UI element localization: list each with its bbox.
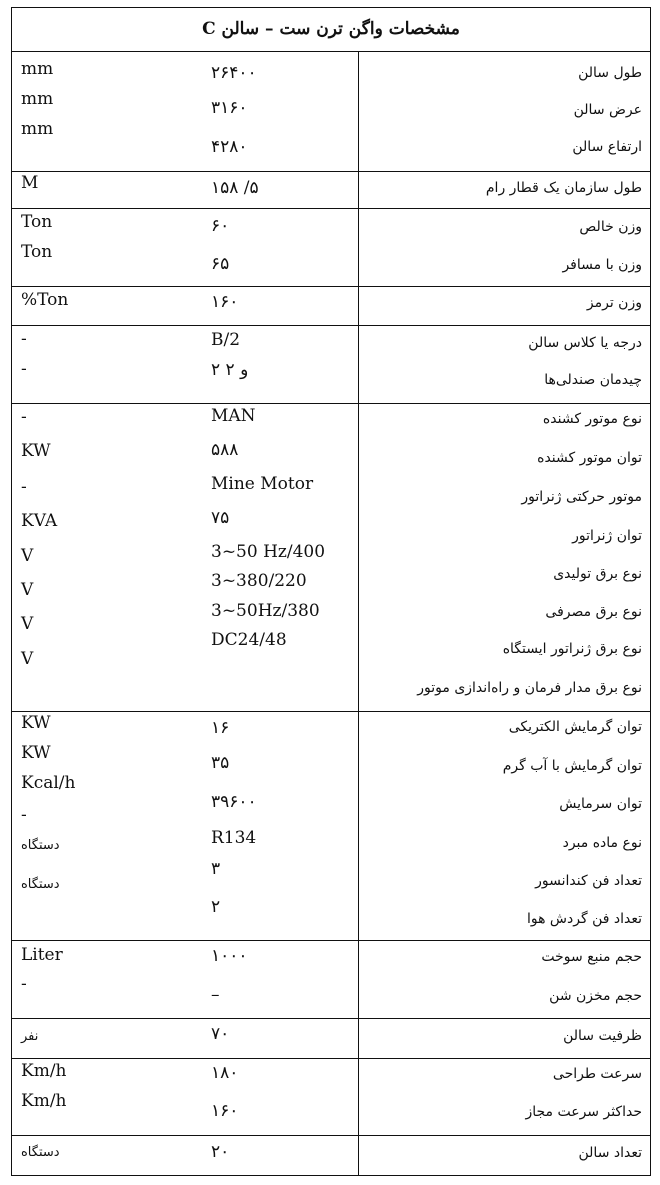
spec-unit: mm [21, 119, 54, 139]
spec-label: نوع برق ژنراتور ایستگاه [502, 641, 642, 657]
spec-value: ۲ و ۲ [211, 360, 249, 380]
spec-label: چیدمان صندلی‌ها [544, 372, 642, 388]
spec-unit: KW [21, 441, 51, 461]
spec-unit: V [21, 580, 34, 600]
spec-value: ۳ [211, 859, 221, 879]
spec-unit: Kcal/h [21, 773, 76, 793]
spec-unit: - [21, 329, 27, 349]
spec-value: ۲ [211, 897, 221, 917]
spec-label: تعداد سالن [578, 1145, 642, 1161]
spec-label: توان ژنراتور [572, 528, 642, 544]
spec-unit: Km/h [21, 1061, 67, 1081]
spec-unit: V [21, 546, 34, 566]
spec-unit: KW [21, 743, 51, 763]
spec-value: ۱۶۰ [211, 292, 239, 312]
spec-unit: دستگاه [21, 838, 60, 853]
divider [12, 940, 650, 941]
spec-label: توان سرمایش [559, 796, 642, 812]
spec-unit: نفر [21, 1029, 39, 1044]
spec-label: نوع برق مدار فرمان و راه‌اندازی موتور [417, 680, 642, 696]
spec-value: Mine Motor [211, 474, 314, 494]
divider [12, 171, 650, 172]
spec-label: تعداد فن گردش هوا [526, 911, 642, 927]
spec-label: نوع ماده مبرد [562, 835, 642, 851]
spec-unit: دستگاه [21, 1145, 60, 1160]
spec-label: درجه یا کلاس سالن [528, 335, 642, 351]
spec-label: نوع برق مصرفی [545, 604, 642, 620]
spec-unit: M [21, 173, 39, 193]
spec-value: ۳۹۶۰۰ [211, 792, 257, 812]
divider [12, 286, 650, 287]
spec-value: ۴۲۸۰ [211, 137, 248, 157]
spec-value: ۲۰ [211, 1142, 230, 1162]
spec-label: وزن با مسافر [562, 257, 642, 273]
spec-label: حجم منبع سوخت [541, 949, 642, 965]
specs-table [11, 7, 651, 1176]
spec-unit: V [21, 614, 34, 634]
spec-label: سرعت طراحی [552, 1066, 642, 1082]
spec-label: تعداد فن کندانسور [535, 873, 642, 889]
spec-value: 3~50Hz/380 [211, 601, 320, 621]
spec-value: 3~50 Hz/400 [211, 542, 326, 562]
divider [12, 711, 650, 712]
spec-unit: - [21, 805, 27, 825]
spec-label: طول سازمان یک قطار رام [485, 180, 642, 196]
divider [12, 1058, 650, 1059]
spec-value: R134 [211, 828, 257, 848]
spec-label: طول سالن [578, 65, 642, 81]
spec-unit: Ton [21, 212, 53, 232]
spec-label: حداکثر سرعت مجاز [525, 1104, 642, 1120]
divider [12, 403, 650, 404]
spec-value: ۳۵ [211, 753, 230, 773]
spec-value: ۶۵ [211, 254, 230, 274]
spec-label: ظرفیت سالن [563, 1028, 642, 1044]
spec-unit: Km/h [21, 1091, 67, 1111]
spec-value: ۳۱۶۰ [211, 98, 248, 118]
spec-value: ۱۶ [211, 718, 230, 738]
spec-value: DC24/48 [211, 630, 287, 650]
spec-unit: mm [21, 89, 54, 109]
spec-unit: Liter [21, 945, 63, 965]
spec-label: توان موتور کشنده [537, 450, 642, 466]
spec-label: ارتفاع سالن [572, 139, 642, 155]
table-title: مشخصات واگن ترن ست – سالن C [202, 19, 460, 39]
spec-label: توان گرمایش با آب گرم [502, 758, 642, 774]
spec-unit: V [21, 649, 34, 669]
spec-label: عرض سالن [573, 102, 642, 118]
spec-label: نوع موتور کشنده [542, 411, 642, 427]
spec-label: حجم مخزن شن [549, 988, 642, 1004]
spec-unit: KW [21, 713, 51, 733]
spec-label: موتور حرکتی ژنراتور [521, 489, 642, 505]
spec-value: ۱۸۰ [211, 1063, 239, 1083]
divider [12, 325, 650, 326]
divider [12, 1018, 650, 1019]
spec-value: ۱۶۰ [211, 1101, 239, 1121]
spec-value: ۲۶۴۰۰ [211, 63, 257, 83]
divider [12, 51, 650, 52]
spec-value: ۶۰ [211, 216, 230, 236]
divider [12, 208, 650, 209]
spec-unit: دستگاه [21, 877, 60, 892]
spec-unit: - [21, 407, 27, 427]
spec-value: ۷۰ [211, 1024, 230, 1044]
spec-unit: mm [21, 59, 54, 79]
spec-value: ۵۸۸ [211, 440, 239, 460]
spec-unit: - [21, 974, 27, 994]
spec-label: وزن ترمز [586, 295, 642, 311]
spec-value: B/2 [211, 330, 241, 350]
spec-value: ۱۰۰۰ [211, 946, 248, 966]
divider [12, 1135, 650, 1136]
spec-unit: Ton [21, 242, 53, 262]
spec-unit: - [21, 477, 27, 497]
spec-value: – [211, 985, 220, 1005]
spec-value: 3~380/220 [211, 571, 307, 591]
spec-label: نوع برق تولیدی [553, 566, 642, 582]
column-divider [358, 52, 359, 1175]
spec-unit: - [21, 359, 27, 379]
spec-value: ۱۵۸ /۵ [211, 178, 259, 198]
spec-label: توان گرمایش الکتریکی [508, 719, 642, 735]
spec-unit: KVA [21, 511, 58, 531]
spec-value: MAN [211, 406, 256, 426]
spec-unit: %Ton [21, 290, 69, 310]
spec-label: وزن خالص [579, 219, 642, 235]
spec-value: ۷۵ [211, 508, 230, 528]
